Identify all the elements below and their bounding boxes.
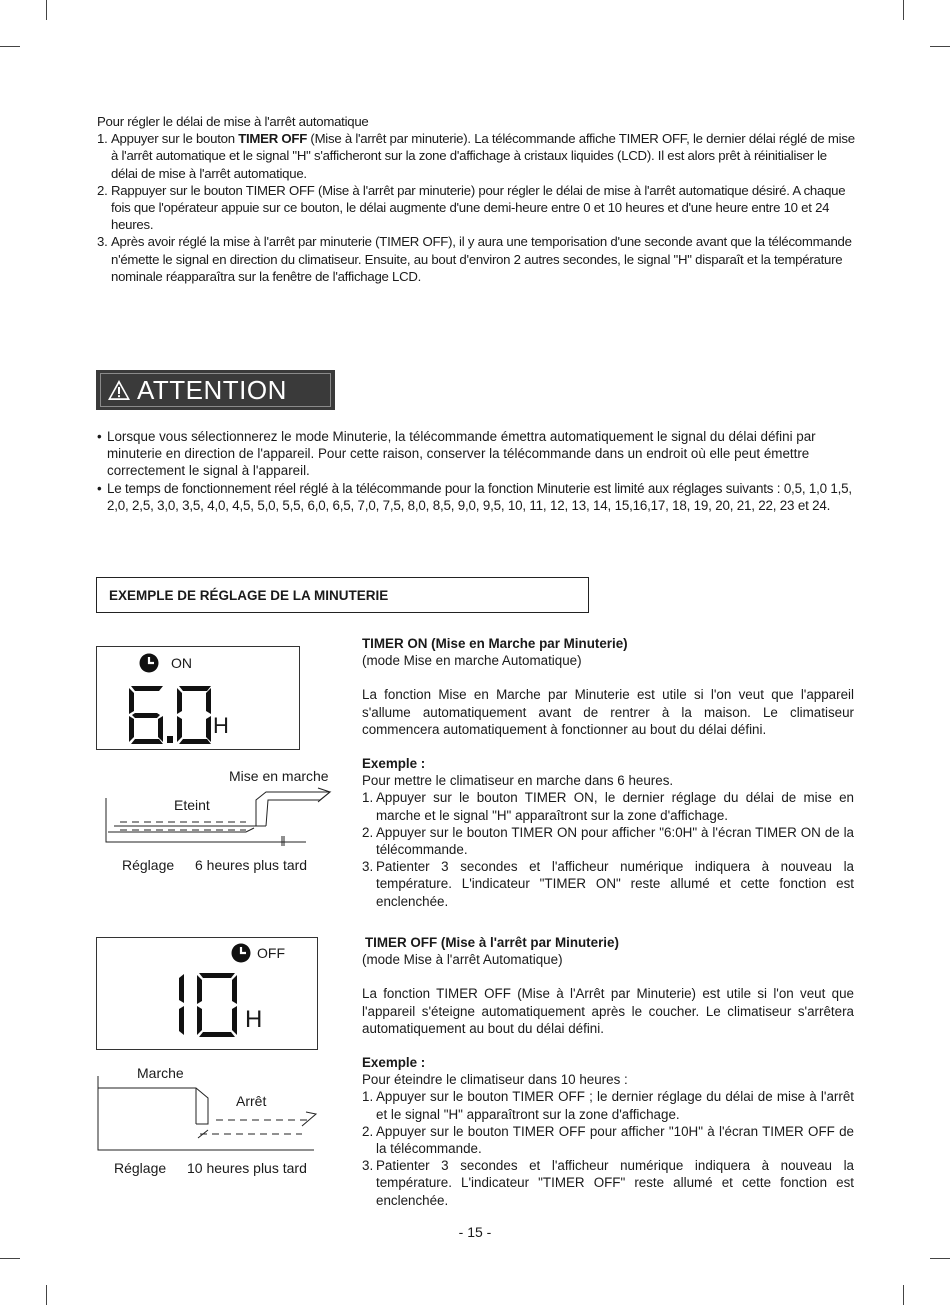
timer-on-step: 1. Appuyer sur le bouton TIMER ON, le dernier réglage du délai de mise en marche et le signal "H" apparaîtront sur la zone d'affichage. [362,790,854,823]
attention-list [97,428,857,514]
diagram-off-left-label: Réglage [114,1160,167,1176]
lcd-off-label: OFF [257,945,285,961]
example-heading: EXEMPLE DE RÉGLAGE DE LA MINUTERIE [109,587,389,603]
timer-on-title: TIMER ON (Mise en Marche par Minuterie) [362,636,628,651]
diagram-on-left-label: Réglage [122,857,175,873]
page-number: - 15 - [458,1224,492,1240]
attention-title: ATTENTION [137,374,287,405]
timer-on-example-label: Exemple : [362,756,426,772]
timer-on-subtitle: (mode Mise en marche Automatique) [362,653,582,669]
lcd-unit: H [245,1006,263,1033]
crop-mark [0,1258,20,1259]
attention-banner [96,370,335,410]
crop-mark [930,46,950,47]
crop-mark [46,0,47,20]
timer-off-subtitle: (mode Mise à l'arrêt Automatique) [362,952,563,968]
timer-off-step: 2. Appuyer sur le bouton TIMER OFF pour afficher "10H" à l'écran TIMER OFF de la télécommande. [362,1123,854,1157]
diagram-off-off-label: Arrêt [236,1093,267,1109]
crop-mark [903,1285,904,1305]
diagram-off-top-label: Marche [137,1065,184,1081]
intro-step: 2. Rappuyer sur le bouton TIMER OFF (Mise à l'arrêt par minuterie) pour régler le délai de mise à l'arrêt automatique désiré. A chaque fois que l'opérateur appuie sur ce bouton, le délai augmente d'une demi-heure entre 0 et 10 heures et d'une heure entre 10 et 24 heures. [97,182,846,233]
timer-off-diagram [96,1062,326,1154]
timer-off-section [362,934,854,1209]
diagram-on-top-label: Mise en marche [229,768,329,784]
timer-off-example-label: Exemple : [362,1055,426,1071]
example-heading-box [96,577,589,613]
timer-on-step: 2. Appuyer sur le bouton TIMER ON pour afficher "6:0H" à l'écran TIMER ON de la télécommande. [362,824,854,858]
crop-mark [930,1258,950,1259]
timer-off-instructions [97,113,855,285]
crop-mark [0,46,20,47]
lcd-display-timer-off [96,937,318,1050]
intro-heading: Pour régler le délai de mise à l'arrêt automatique [97,114,369,129]
warning-triangle-icon [107,379,131,401]
crop-mark [903,0,904,20]
lcd-digits-off [167,972,257,1038]
timer-off-description: La fonction TIMER OFF (Mise à l'Arrêt par Minuterie) est utile si l'on veut que l'appareil s'éteigne automatiquement après le coucher. Le climatiseur s'arrêtera automatiquement au bout du délai défini. [362,986,854,1036]
clock-icon [139,653,159,673]
timer-off-step: 3. Patienter 3 secondes et l'afficheur numérique indiquera à nouveau la température. L'indicateur "TIMER OFF" reste allumé et cette fonction est enclenchée. [362,1158,854,1208]
intro-step: 1. Appuyer sur le bouton TIMER OFF (Mise à l'arrêt par minuterie). La télécommande affiche TIMER OFF, le dernier délai réglé de mise à l'arrêt automatique et le signal "H" s'afficheront sur la zone d'affichage à cristaux liquides (LCD). Il est alors prêt à réinitialiser le délai de mise à l'arrêt automatique. [97,131,855,181]
attention-bullet: • Lorsque vous sélectionnerez le mode Minuterie, la télécommande émettra automatiquement le signal du délai défini par minuterie en direction de l'appareil. Pour cette raison, conserver la télécommande dans un endroit où elle peut émettre correctement le signal à l'appareil. [97,429,816,479]
timer-off-title: TIMER OFF (Mise à l'arrêt par Minuterie) [365,935,619,950]
diagram-on-right-label: 6 heures plus tard [195,857,308,873]
diagram-off-right-label: 10 heures plus tard [187,1160,307,1176]
lcd-on-label: ON [171,655,192,671]
intro-step: 3. Après avoir réglé la mise à l'arrêt par minuterie (TIMER OFF), il y aura une temporisation d'une seconde avant que la télécommande n'émette le signal en direction du climatiseur. Ensuite, au bout d'environ 2 autres secondes, le signal "H" disparaît et la température nominale réapparaîtra sur la fenêtre de l'affichage LCD. [97,234,852,284]
timer-off-step: 1. Appuyer sur le bouton TIMER OFF ; le dernier réglage du délai de mise à l'arrêt et le signal "H" apparaîtront sur la zone d'affichage. [362,1089,854,1122]
attention-bullet: • Le temps de fonctionnement réel réglé à la télécommande pour la fonction Minuterie est limité aux réglages suivants : 0,5, 1,0 1,5, 2,0, 2,5, 3,0, 3,5, 4,0, 4,5, 5,0, 5,5, 6,0, 6,5, 7,0, 7,5, 8,0, 8,5, 9,0, 9,5, 10, 11, 12, 13, 14, 15,16,17, 18, 19, 20, 21, 22, 23 et 24. [97,480,852,513]
lcd-unit: H [213,713,229,738]
diagram-on-off-label: Eteint [174,797,210,813]
crop-mark [46,1285,47,1305]
timer-on-example-intro: Pour mettre le climatiseur en marche dans 6 heures. [362,773,674,789]
timer-on-step: 3. Patienter 3 secondes et l'afficheur numérique indiquera à nouveau la température. L'indicateur "TIMER ON" reste allumé et cette fonction est enclenchée. [362,859,854,909]
clock-icon [231,943,251,963]
timer-on-section [362,635,854,910]
timer-on-description: La fonction Mise en Marche par Minuterie est utile si l'on veut que l'appareil s'allume automatiquement avant de rentrer à la maison. Le climatiseur commencera automatiquement à fonctionner au bout du délai défini. [362,687,854,737]
timer-off-example-intro: Pour éteindre le climatiseur dans 10 heures : [362,1072,628,1088]
lcd-display-timer-on [96,646,300,750]
